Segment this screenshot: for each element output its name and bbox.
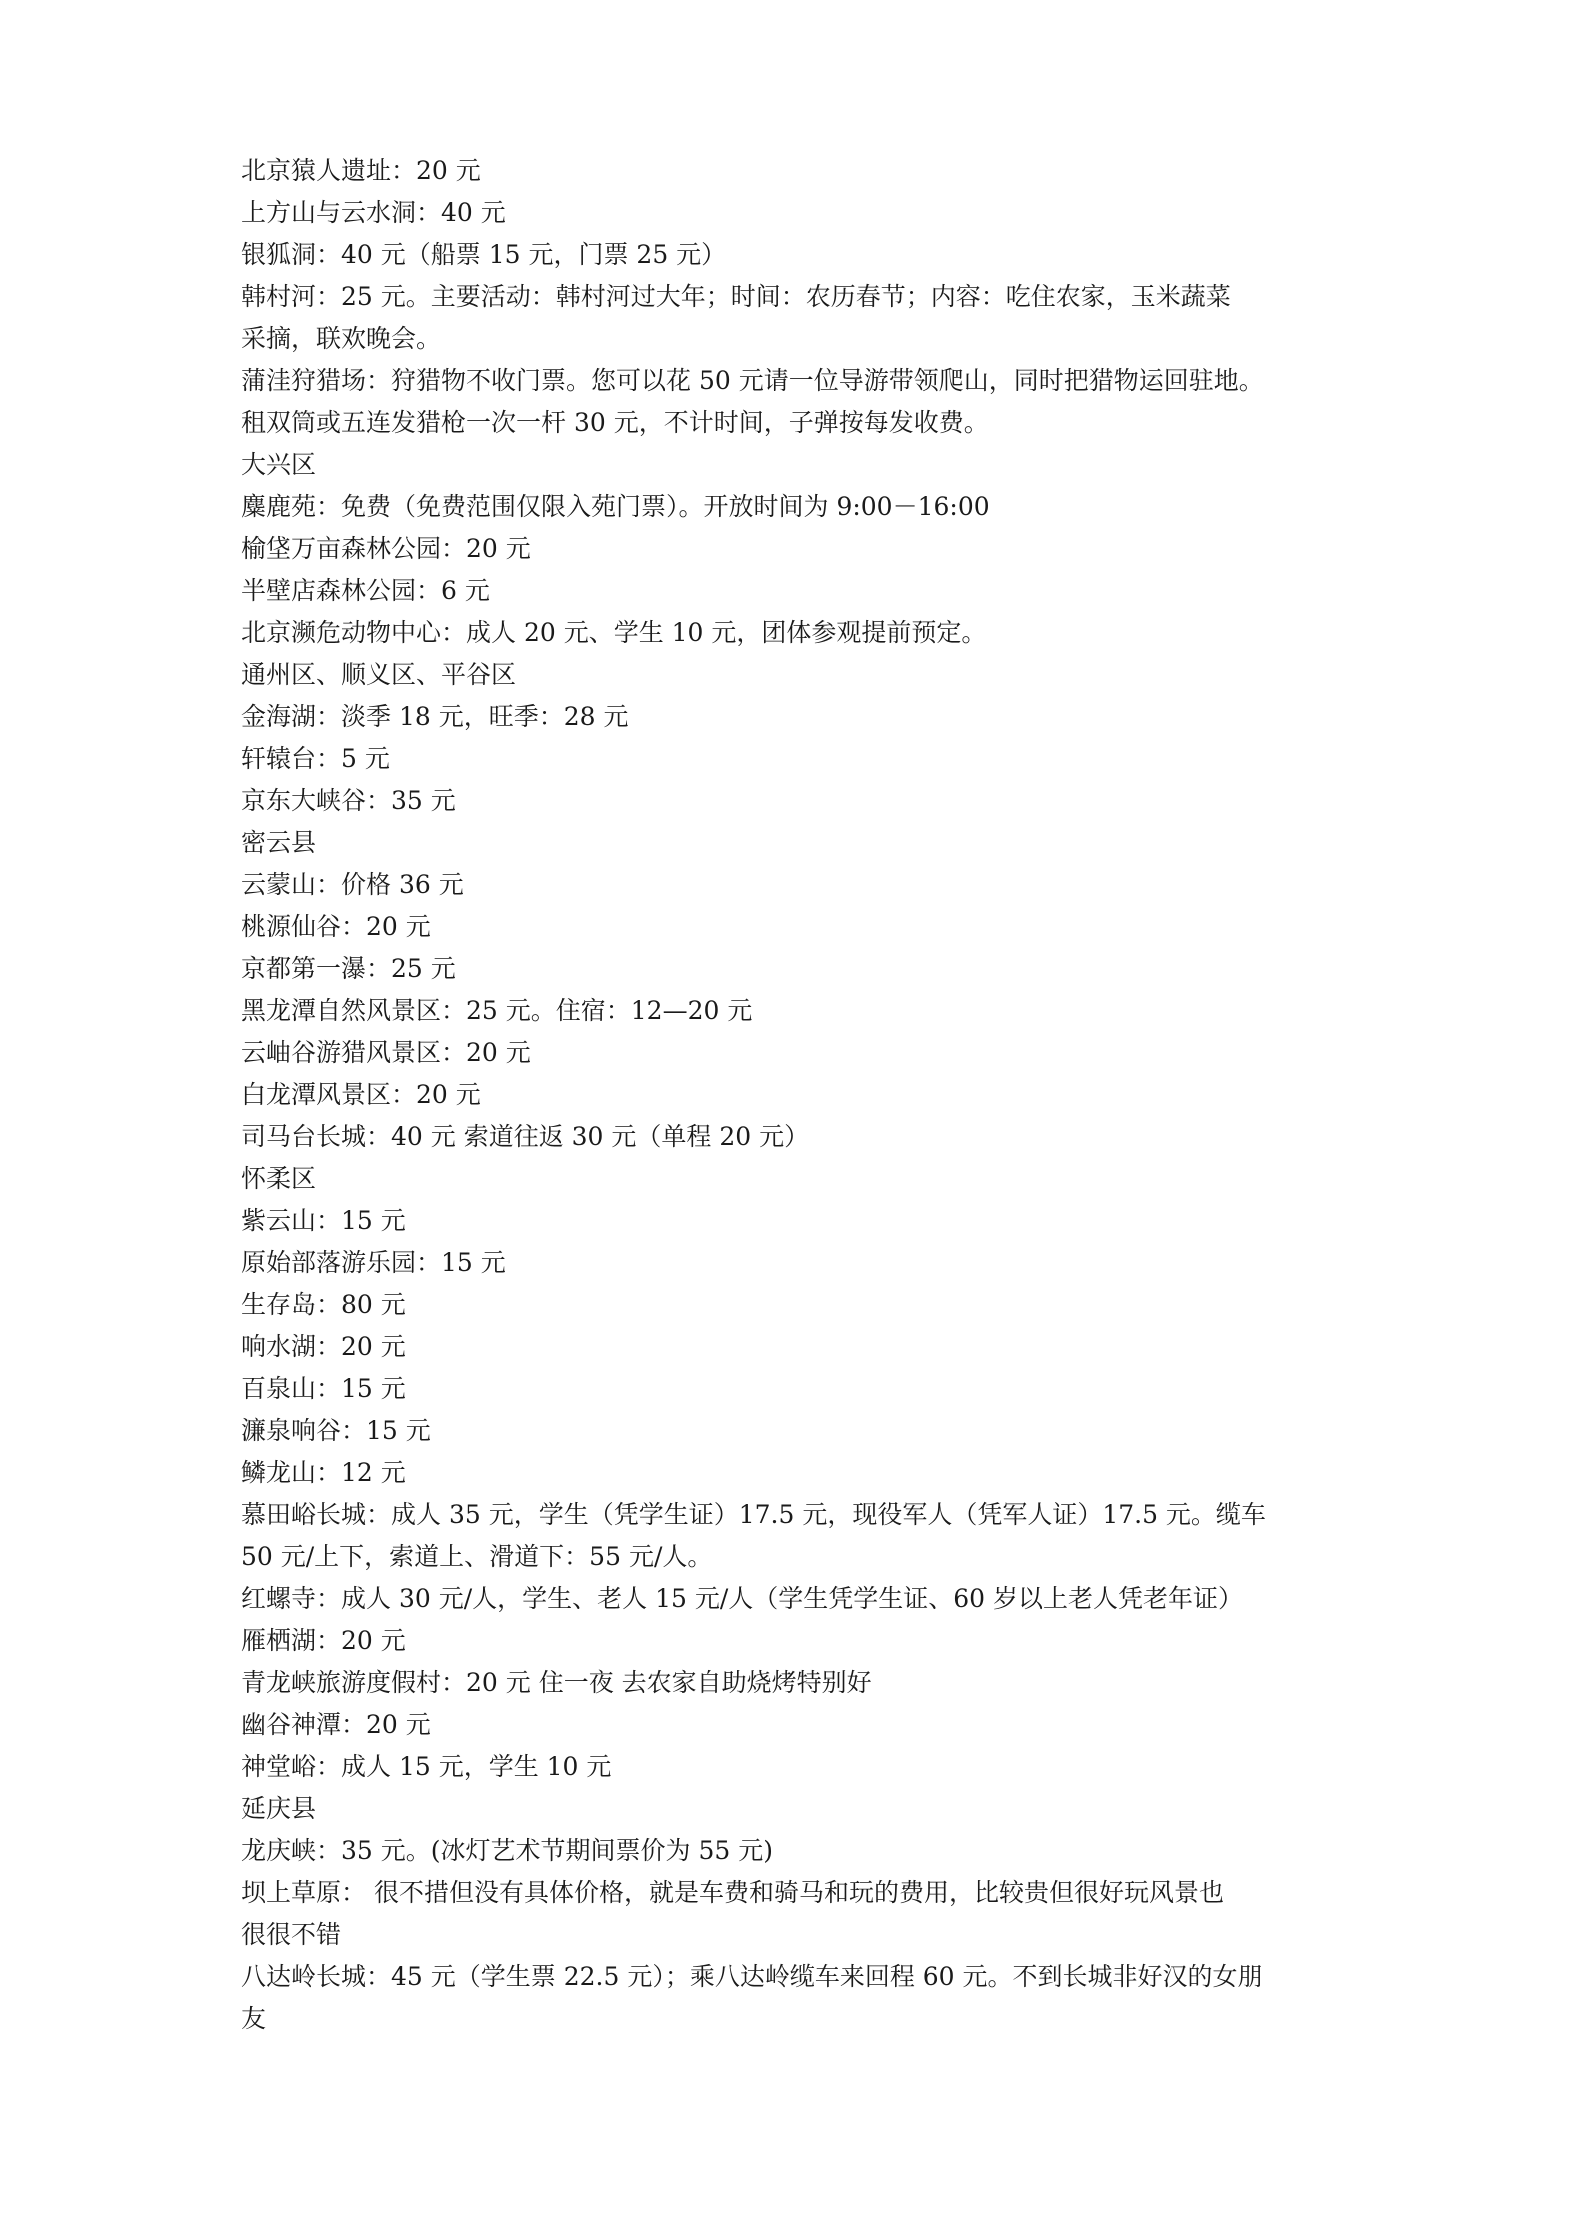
text-line: 上方山与云水洞：40 元 [241,198,506,227]
text-line: 轩辕台：5 元 [241,744,390,773]
text-line: 采摘，联欢晚会。 [241,324,442,353]
text-line: 麋鹿苑：免费（免费范围仅限入苑门票）。开放时间为 9:00－16:00 [241,492,990,521]
section-heading: 大兴区 [241,450,317,479]
text-line: 紫云山：15 元 [241,1206,406,1235]
section-heading: 通州区、顺义区、平谷区 [241,660,517,689]
text-line: 鳞龙山：12 元 [241,1458,406,1487]
text-line: 北京猿人遗址：20 元 [241,156,481,185]
text-line: 响水湖：20 元 [241,1332,406,1361]
text-line: 黑龙潭自然风景区：25 元。住宿：12—20 元 [241,996,753,1025]
section-heading: 怀柔区 [241,1164,317,1193]
text-line: 坝上草原： 很不措但没有具体价格，就是车费和骑马和玩的费用，比较贵但很好玩风景也 [241,1878,1224,1907]
text-line: 友 [241,2004,267,2033]
text-line: 云岫谷游猎风景区：20 元 [241,1038,531,1067]
text-line: 青龙峡旅游度假村：20 元 住一夜 去农家自助烧烤特别好 [241,1668,872,1697]
text-line: 红螺寺：成人 30 元/人，学生、老人 15 元/人（学生凭学生证、60 岁以上老人凭老年证） [241,1584,1244,1613]
text-line: 白龙潭风景区：20 元 [241,1080,481,1109]
text-line: 雁栖湖：20 元 [241,1626,406,1655]
text-line: 北京濒危动物中心：成人 20 元、学生 10 元，团体参观提前预定。 [241,618,987,647]
text-line: 蒲洼狩猎场：狩猎物不收门票。您可以花 50 元请一位导游带领爬山，同时把猎物运回驻地。 [241,366,1264,395]
text-line: 银狐洞：40 元（船票 15 元，门票 25 元） [241,240,727,269]
document-body [241,150,1361,2040]
text-line: 京东大峡谷：35 元 [241,786,456,815]
text-line: 租双筒或五连发猎枪一次一杆 30 元，不计时间，子弹按每发收费。 [241,408,989,437]
text-line: 半壁店森林公园：6 元 [241,576,490,605]
text-line: 八达岭长城：45 元（学生票 22.5 元）；乘八达岭缆车来回程 60 元。不到长城非好汉的女朋 [241,1962,1263,1991]
text-line: 濂泉响谷：15 元 [241,1416,431,1445]
text-line: 龙庆峡：35 元。(冰灯艺术节期间票价为 55 元) [241,1836,773,1865]
text-line: 神堂峪：成人 15 元，学生 10 元 [241,1752,612,1781]
text-line: 榆垡万亩森林公园：20 元 [241,534,531,563]
text-line: 生存岛：80 元 [241,1290,406,1319]
text-line: 幽谷神潭：20 元 [241,1710,431,1739]
section-heading: 延庆县 [241,1794,317,1823]
text-line: 百泉山：15 元 [241,1374,406,1403]
text-line: 金海湖：淡季 18 元，旺季：28 元 [241,702,629,731]
text-line: 云蒙山：价格 36 元 [241,870,464,899]
text-line: 司马台长城：40 元 索道往返 30 元（单程 20 元） [241,1122,810,1151]
section-heading: 密云县 [241,828,317,857]
text-line: 桃源仙谷：20 元 [241,912,431,941]
text-line: 慕田峪长城：成人 35 元，学生（凭学生证）17.5 元，现役军人（凭军人证）17.5 元。缆车 [241,1500,1266,1529]
text-line: 50 元/上下，索道上、滑道下：55 元/人。 [241,1542,713,1571]
text-line: 韩村河：25 元。主要活动：韩村河过大年；时间：农历春节；内容：吃住农家，玉米蔬菜 [241,282,1231,311]
text-line: 原始部落游乐园：15 元 [241,1248,506,1277]
text-line: 京都第一瀑：25 元 [241,954,456,983]
text-line: 很很不错 [241,1920,342,1949]
